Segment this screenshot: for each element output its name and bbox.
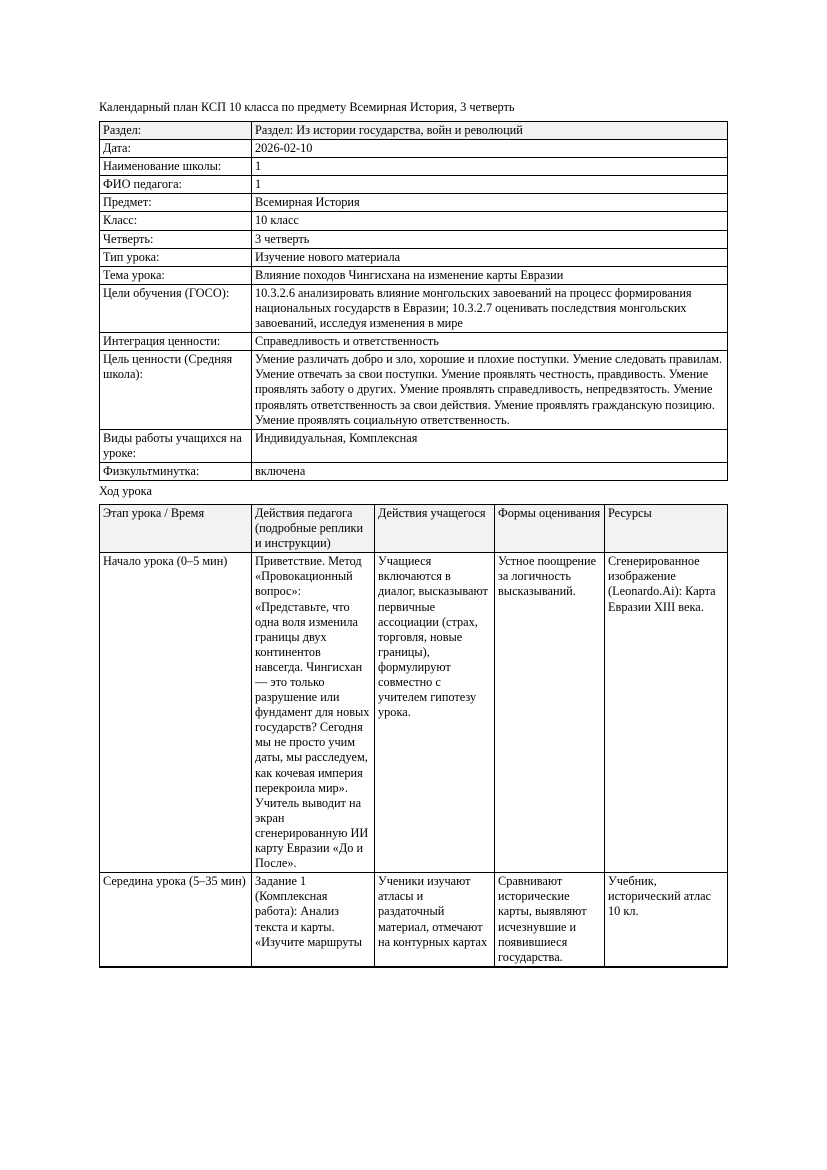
info-row xyxy=(100,158,728,176)
info-row-label: Раздел: xyxy=(100,122,252,140)
info-row xyxy=(100,140,728,158)
lesson-flow-table xyxy=(99,504,728,968)
info-row xyxy=(100,212,728,230)
lesson-stage-cell: Начало урока (0–5 мин) xyxy=(100,553,252,873)
info-row xyxy=(100,284,728,332)
lesson-flow-head xyxy=(100,504,728,552)
resources-cell: Сгенерированное изображение (Leonardo.Ai): Карта Евразии XIII века. xyxy=(605,553,728,873)
info-row-label: Тема урока: xyxy=(100,266,252,284)
info-row-label: Класс: xyxy=(100,212,252,230)
info-row-value: 1 xyxy=(252,176,728,194)
page-title: Календарный план КСП 10 класса по предмету Всемирная История, 3 четверть xyxy=(99,100,515,114)
lesson-flow-header-cell: Этап урока / Время xyxy=(100,504,252,552)
info-row xyxy=(100,429,728,462)
info-row-label: Физкультминутка: xyxy=(100,462,252,480)
info-row xyxy=(100,230,728,248)
info-row xyxy=(100,122,728,140)
info-row-value: Умение различать добро и зло, хорошие и плохие поступки. Умение следовать правилам. Умение отвечать за свои поступки. Умение проявлять честность, правдивость. Умение проявлять заботу о других. Умение проявлять справедливость, непредвзятость. Умение проявлять ответственность за свои действия. Умение проявлять гражданскую позицию. Умение проявлять социальную ответственность. xyxy=(252,351,728,429)
info-row-value: Изучение нового материала xyxy=(252,248,728,266)
lesson-flow-body xyxy=(100,553,728,967)
info-row-value: Справедливость и ответственность xyxy=(252,333,728,351)
info-row-value: 2026-02-10 xyxy=(252,140,728,158)
info-row-label: Наименование школы: xyxy=(100,158,252,176)
lesson-flow-header-cell: Ресурсы xyxy=(605,504,728,552)
info-row-label: Интеграция ценности: xyxy=(100,333,252,351)
info-row-value: Всемирная История xyxy=(252,194,728,212)
resources-cell: Учебник, исторический атлас 10 кл. xyxy=(605,873,728,967)
info-row-label: ФИО педагога: xyxy=(100,176,252,194)
lesson-flow-row xyxy=(100,873,728,967)
info-row xyxy=(100,248,728,266)
info-row-value: 1 xyxy=(252,158,728,176)
lesson-info-table xyxy=(99,121,728,481)
lesson-flow-header-row xyxy=(100,504,728,552)
info-row-value: включена xyxy=(252,462,728,480)
info-row-value: 10.3.2.6 анализировать влияние монгольских завоеваний на процесс формирования национальных государств в Евразии; 10.3.2.7 оценивать последствия монгольских завоеваний, исследуя изменения в мире xyxy=(252,284,728,332)
lesson-flow-row xyxy=(100,553,728,873)
info-row xyxy=(100,462,728,480)
info-row-label: Цель ценности (Средняя школа): xyxy=(100,351,252,429)
info-row-value: 3 четверть xyxy=(252,230,728,248)
info-row-value: Раздел: Из истории государства, войн и революций xyxy=(252,122,728,140)
info-row-label: Цели обучения (ГОСО): xyxy=(100,284,252,332)
lesson-stage-cell: Середина урока (5–35 мин) xyxy=(100,873,252,967)
info-row-value: Влияние походов Чингисхана на изменение карты Евразии xyxy=(252,266,728,284)
info-row-label: Тип урока: xyxy=(100,248,252,266)
info-row xyxy=(100,333,728,351)
student-actions-cell: Учащиеся включаются в диалог, высказывают первичные ассоциации (страх, торговля, новые границы), формулируют совместно с учителем гипотезу урока. xyxy=(375,553,495,873)
lesson-flow-header-cell: Действия педагога (подробные реплики и инструкции) xyxy=(252,504,375,552)
lesson-flow-header-cell: Формы оценивания xyxy=(495,504,605,552)
assessment-forms-cell: Сравнивают исторические карты, выявляют исчезнувшие и появившиеся государства. xyxy=(495,873,605,967)
info-row-value: Индивидуальная, Комплексная xyxy=(252,429,728,462)
info-row-label: Четверть: xyxy=(100,230,252,248)
info-row xyxy=(100,176,728,194)
teacher-actions-cell: Задание 1 (Комплексная работа): Анализ текста и карты. «Изучите маршруты xyxy=(252,873,375,967)
info-row-label: Дата: xyxy=(100,140,252,158)
lesson-info-body xyxy=(100,122,728,481)
info-row xyxy=(100,194,728,212)
assessment-forms-cell: Устное поощрение за логичность высказываний. xyxy=(495,553,605,873)
info-row-label: Предмет: xyxy=(100,194,252,212)
info-row xyxy=(100,266,728,284)
student-actions-cell: Ученики изучают атласы и раздаточный материал, отмечают на контурных картах xyxy=(375,873,495,967)
info-row xyxy=(100,351,728,429)
lesson-flow-header-cell: Действия учащегося xyxy=(375,504,495,552)
info-row-label: Виды работы учащихся на уроке: xyxy=(100,429,252,462)
teacher-actions-cell: Приветствие. Метод «Провокационный вопрос»: «Представьте, что одна воля изменила границы двух континентов навсегда. Чингисхан — это только разрушение или фундамент для новых государств? Сегодня мы не просто учим даты, мы расследуем, как кочевая империя перекроила мир». Учитель выводит на экран сгенерированную ИИ карту Евразии «До и После». xyxy=(252,553,375,873)
lesson-flow-label: Ход урока xyxy=(99,483,152,498)
info-row-value: 10 класс xyxy=(252,212,728,230)
